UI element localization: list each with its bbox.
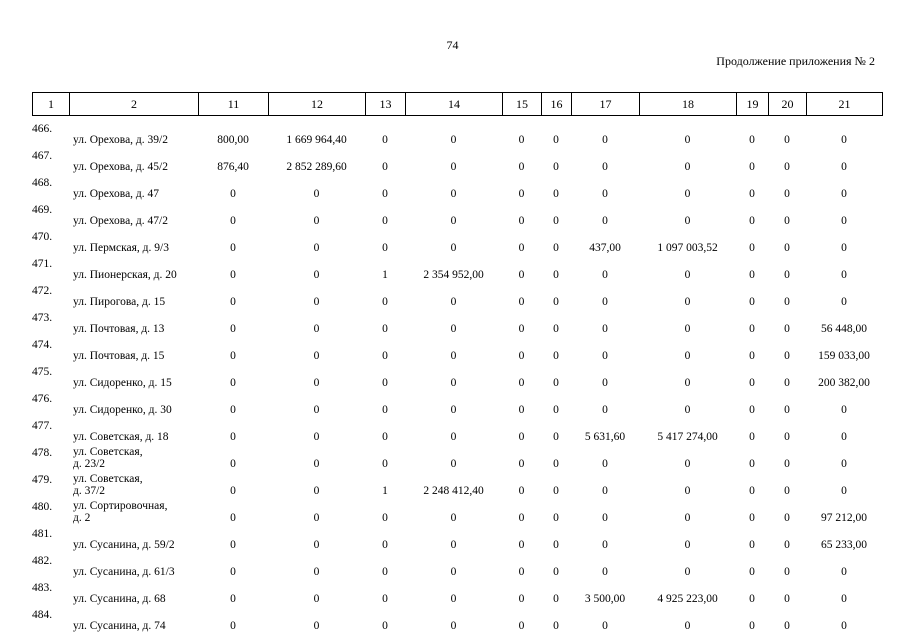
value-cell-col-18: 0	[684, 377, 691, 389]
value-cell-col-19: 0	[749, 539, 755, 551]
value-cell-col-15: 0	[518, 242, 525, 254]
table-row	[32, 364, 882, 391]
table-row	[32, 121, 882, 148]
address-cell: ул. Пирогова, д. 15	[73, 296, 166, 308]
value-cell-col-16: 0	[553, 323, 559, 335]
value-cell-col-17: 0	[602, 458, 608, 470]
value-cell-col-17: 0	[602, 161, 608, 173]
value-cell-col-14: 0	[450, 215, 457, 227]
value-cell-col-13: 0	[382, 134, 388, 146]
value-cell-col-21: 0	[841, 404, 847, 416]
table-row	[32, 607, 882, 634]
value-cell-col-16: 0	[553, 161, 559, 173]
value-cell-col-15: 0	[518, 134, 525, 146]
value-cell-col-16: 0	[553, 458, 559, 470]
value-cell-col-21: 0	[841, 269, 847, 281]
value-cell-col-19: 0	[749, 134, 755, 146]
table-row	[32, 148, 882, 175]
value-cell-col-14: 0	[450, 539, 457, 551]
column-header-14: 14	[406, 93, 503, 116]
row-number: 466.	[32, 123, 53, 135]
value-cell-col-15: 0	[518, 539, 525, 551]
value-cell-col-15: 0	[518, 431, 525, 443]
value-cell-col-14: 0	[450, 458, 457, 470]
row-number: 474.	[32, 339, 53, 351]
column-header-1: 1	[33, 93, 70, 116]
value-cell-col-14: 0	[450, 404, 457, 416]
table-row	[32, 499, 882, 526]
address-cell: ул. Сусанина, д. 74	[73, 620, 166, 632]
column-header-18: 18	[640, 93, 737, 116]
value-cell-col-16: 0	[553, 350, 559, 362]
value-cell-col-21: 56 448,00	[821, 323, 867, 335]
table-row	[32, 310, 882, 337]
address-cell: ул. Орехова, д. 47	[73, 188, 160, 200]
value-cell-col-16: 0	[553, 134, 559, 146]
row-number: 477.	[32, 420, 53, 432]
value-cell-col-14: 2 354 952,00	[423, 269, 484, 281]
value-cell-col-11: 800,00	[217, 134, 249, 146]
value-cell-col-20: 0	[784, 377, 790, 389]
value-cell-col-21: 0	[841, 620, 847, 632]
value-cell-col-15: 0	[518, 377, 525, 389]
value-cell-col-19: 0	[749, 188, 755, 200]
value-cell-col-12: 2 852 289,60	[286, 161, 347, 173]
value-cell-col-19: 0	[749, 566, 755, 578]
value-cell-col-19: 0	[749, 458, 755, 470]
value-cell-col-17: 0	[602, 188, 608, 200]
value-cell-col-11: 0	[230, 269, 236, 281]
value-cell-col-16: 0	[553, 566, 559, 578]
value-cell-col-18: 0	[684, 134, 691, 146]
value-cell-col-19: 0	[749, 377, 755, 389]
value-cell-col-12: 1 669 964,40	[286, 134, 347, 146]
address-cell: ул. Советская, д. 23/2	[73, 446, 143, 470]
address-cell: ул. Сусанина, д. 61/3	[73, 566, 175, 578]
row-number: 468.	[32, 177, 53, 189]
value-cell-col-20: 0	[784, 539, 790, 551]
value-cell-col-17: 0	[602, 485, 608, 497]
column-header-16: 16	[542, 93, 572, 116]
value-cell-col-17: 0	[602, 215, 608, 227]
address-cell: ул. Советская, д. 18	[73, 431, 169, 443]
value-cell-col-13: 0	[382, 593, 388, 605]
value-cell-col-15: 0	[518, 404, 525, 416]
value-cell-col-12: 0	[313, 350, 320, 362]
value-cell-col-16: 0	[553, 539, 559, 551]
value-cell-col-16: 0	[553, 188, 559, 200]
data-table	[32, 121, 882, 634]
value-cell-col-18: 0	[684, 350, 691, 362]
value-cell-col-16: 0	[553, 404, 559, 416]
value-cell-col-18: 0	[684, 485, 691, 497]
page-number: 74	[446, 38, 459, 52]
value-cell-col-16: 0	[553, 485, 559, 497]
row-number: 471.	[32, 258, 53, 270]
value-cell-col-17: 0	[602, 269, 608, 281]
value-cell-col-14: 0	[450, 188, 457, 200]
row-number: 475.	[32, 366, 53, 378]
value-cell-col-12: 0	[313, 296, 320, 308]
value-cell-col-11: 0	[230, 323, 236, 335]
value-cell-col-18: 0	[684, 188, 691, 200]
table-row	[32, 526, 882, 553]
value-cell-col-13: 1	[382, 269, 388, 281]
value-cell-col-19: 0	[749, 431, 755, 443]
column-header-2: 2	[70, 93, 199, 116]
table-row	[32, 229, 882, 256]
value-cell-col-18: 0	[684, 296, 691, 308]
value-cell-col-18: 0	[684, 566, 691, 578]
address-cell: ул. Сидоренко, д. 30	[73, 404, 172, 416]
value-cell-col-13: 0	[382, 215, 388, 227]
value-cell-col-20: 0	[784, 566, 790, 578]
value-cell-col-12: 0	[313, 485, 320, 497]
value-cell-col-20: 0	[784, 431, 790, 443]
value-cell-col-13: 0	[382, 539, 388, 551]
value-cell-col-21: 0	[841, 566, 847, 578]
value-cell-col-13: 0	[382, 566, 388, 578]
value-cell-col-16: 0	[553, 431, 559, 443]
address-cell: ул. Советская, д. 37/2	[73, 473, 143, 497]
value-cell-col-13: 0	[382, 620, 388, 632]
value-cell-col-16: 0	[553, 620, 559, 632]
value-cell-col-19: 0	[749, 350, 755, 362]
value-cell-col-18: 0	[684, 512, 691, 524]
value-cell-col-17: 437,00	[589, 242, 621, 254]
value-cell-col-12: 0	[313, 242, 320, 254]
value-cell-col-13: 0	[382, 512, 388, 524]
value-cell-col-14: 0	[450, 242, 457, 254]
value-cell-col-21: 0	[841, 134, 847, 146]
value-cell-col-21: 0	[841, 161, 847, 173]
value-cell-col-14: 0	[450, 620, 457, 632]
value-cell-col-14: 0	[450, 512, 457, 524]
value-cell-col-15: 0	[518, 593, 525, 605]
value-cell-col-15: 0	[518, 458, 525, 470]
value-cell-col-20: 0	[784, 188, 790, 200]
value-cell-col-11: 0	[230, 458, 236, 470]
table-row	[32, 580, 882, 607]
row-number: 473.	[32, 312, 53, 324]
value-cell-col-19: 0	[749, 593, 755, 605]
value-cell-col-15: 0	[518, 215, 525, 227]
value-cell-col-12: 0	[313, 404, 320, 416]
value-cell-col-14: 0	[450, 161, 457, 173]
value-cell-col-18: 1 097 003,52	[657, 242, 718, 254]
value-cell-col-14: 0	[450, 593, 457, 605]
value-cell-col-13: 0	[382, 161, 388, 173]
value-cell-col-17: 0	[602, 512, 608, 524]
value-cell-col-21: 0	[841, 188, 847, 200]
value-cell-col-21: 0	[841, 593, 847, 605]
value-cell-col-12: 0	[313, 323, 320, 335]
value-cell-col-17: 0	[602, 323, 608, 335]
value-cell-col-18: 0	[684, 269, 691, 281]
value-cell-col-12: 0	[313, 431, 320, 443]
value-cell-col-16: 0	[553, 269, 559, 281]
value-cell-col-18: 0	[684, 323, 691, 335]
table-row	[32, 418, 882, 445]
row-number: 484.	[32, 609, 53, 621]
value-cell-col-12: 0	[313, 269, 320, 281]
row-number: 470.	[32, 231, 53, 243]
value-cell-col-11: 0	[230, 242, 236, 254]
value-cell-col-13: 1	[382, 485, 388, 497]
value-cell-col-20: 0	[784, 458, 790, 470]
row-number: 476.	[32, 393, 53, 405]
value-cell-col-13: 0	[382, 404, 388, 416]
value-cell-col-19: 0	[749, 215, 755, 227]
value-cell-col-18: 0	[684, 161, 691, 173]
column-header-21: 21	[807, 93, 883, 116]
value-cell-col-20: 0	[784, 134, 790, 146]
value-cell-col-17: 0	[602, 404, 608, 416]
value-cell-col-18: 0	[684, 215, 691, 227]
row-number: 482.	[32, 555, 53, 567]
value-cell-col-12: 0	[313, 512, 320, 524]
value-cell-col-19: 0	[749, 269, 755, 281]
table-row	[32, 337, 882, 364]
value-cell-col-11: 0	[230, 512, 236, 524]
value-cell-col-20: 0	[784, 620, 790, 632]
value-cell-col-11: 0	[230, 485, 236, 497]
address-cell: ул. Пермская, д. 9/3	[73, 242, 169, 254]
value-cell-col-11: 0	[230, 620, 236, 632]
column-header-15: 15	[503, 93, 542, 116]
column-header-19: 19	[737, 93, 769, 116]
value-cell-col-21: 0	[841, 458, 847, 470]
value-cell-col-19: 0	[749, 404, 755, 416]
value-cell-col-18: 0	[684, 539, 691, 551]
value-cell-col-16: 0	[553, 242, 559, 254]
row-number: 467.	[32, 150, 53, 162]
column-header-13: 13	[366, 93, 406, 116]
value-cell-col-19: 0	[749, 296, 755, 308]
value-cell-col-18: 0	[684, 404, 691, 416]
continuation-title: Продолжение приложения № 2	[716, 54, 875, 68]
value-cell-col-11: 0	[230, 215, 236, 227]
value-cell-col-13: 0	[382, 242, 388, 254]
row-number: 480.	[32, 501, 53, 513]
address-cell: ул. Почтовая, д. 15	[73, 350, 165, 362]
row-number: 483.	[32, 582, 53, 594]
address-cell: ул. Орехова, д. 45/2	[73, 161, 168, 173]
address-cell: ул. Сусанина, д. 68	[73, 593, 166, 605]
value-cell-col-15: 0	[518, 269, 525, 281]
value-cell-col-21: 97 212,00	[821, 512, 867, 524]
column-header-20: 20	[769, 93, 807, 116]
address-cell: ул. Орехова, д. 47/2	[73, 215, 168, 227]
value-cell-col-14: 0	[450, 350, 457, 362]
value-cell-col-14: 0	[450, 323, 457, 335]
value-cell-col-15: 0	[518, 350, 525, 362]
column-header-12: 12	[269, 93, 366, 116]
value-cell-col-20: 0	[784, 215, 790, 227]
value-cell-col-11: 0	[230, 404, 236, 416]
value-cell-col-17: 0	[602, 620, 608, 632]
value-cell-col-14: 0	[450, 134, 457, 146]
value-cell-col-21: 0	[841, 296, 847, 308]
table-row	[32, 391, 882, 418]
value-cell-col-16: 0	[553, 215, 559, 227]
value-cell-col-18: 5 417 274,00	[657, 431, 718, 443]
value-cell-col-16: 0	[553, 512, 559, 524]
value-cell-col-15: 0	[518, 485, 525, 497]
value-cell-col-19: 0	[749, 485, 755, 497]
address-cell: ул. Орехова, д. 39/2	[73, 134, 168, 146]
address-cell: ул. Сусанина, д. 59/2	[73, 539, 175, 551]
value-cell-col-14: 0	[450, 566, 457, 578]
value-cell-col-21: 0	[841, 215, 847, 227]
value-cell-col-16: 0	[553, 377, 559, 389]
value-cell-col-21: 0	[841, 431, 847, 443]
row-number: 478.	[32, 447, 53, 459]
value-cell-col-17: 0	[602, 350, 608, 362]
value-cell-col-14: 0	[450, 431, 457, 443]
value-cell-col-18: 0	[684, 620, 691, 632]
value-cell-col-11: 0	[230, 566, 236, 578]
table-row	[32, 445, 882, 472]
value-cell-col-20: 0	[784, 350, 790, 362]
table-row	[32, 472, 882, 499]
address-cell: ул. Почтовая, д. 13	[73, 323, 165, 335]
column-number-header	[32, 92, 883, 116]
value-cell-col-20: 0	[784, 161, 790, 173]
value-cell-col-15: 0	[518, 620, 525, 632]
value-cell-col-12: 0	[313, 620, 320, 632]
value-cell-col-19: 0	[749, 323, 755, 335]
value-cell-col-15: 0	[518, 512, 525, 524]
value-cell-col-11: 876,40	[217, 161, 249, 173]
value-cell-col-13: 0	[382, 188, 388, 200]
value-cell-col-14: 2 248 412,40	[423, 485, 484, 497]
value-cell-col-17: 0	[602, 566, 608, 578]
value-cell-col-21: 0	[841, 242, 847, 254]
value-cell-col-13: 0	[382, 296, 388, 308]
value-cell-col-20: 0	[784, 323, 790, 335]
row-number: 469.	[32, 204, 53, 216]
value-cell-col-13: 0	[382, 377, 388, 389]
value-cell-col-18: 4 925 223,00	[657, 593, 718, 605]
value-cell-col-12: 0	[313, 539, 320, 551]
value-cell-col-11: 0	[230, 539, 236, 551]
value-cell-col-17: 0	[602, 296, 608, 308]
column-header-17: 17	[572, 93, 640, 116]
value-cell-col-12: 0	[313, 215, 320, 227]
value-cell-col-20: 0	[784, 593, 790, 605]
value-cell-col-21: 159 033,00	[818, 350, 870, 362]
value-cell-col-20: 0	[784, 512, 790, 524]
value-cell-col-13: 0	[382, 458, 388, 470]
value-cell-col-20: 0	[784, 485, 790, 497]
row-number: 479.	[32, 474, 53, 486]
value-cell-col-14: 0	[450, 296, 457, 308]
row-number: 481.	[32, 528, 53, 540]
value-cell-col-14: 0	[450, 377, 457, 389]
value-cell-col-17: 3 500,00	[584, 593, 626, 605]
value-cell-col-19: 0	[749, 161, 755, 173]
address-cell: ул. Сортировочная, д. 2	[73, 500, 168, 524]
value-cell-col-11: 0	[230, 377, 236, 389]
table-row	[32, 553, 882, 580]
value-cell-col-16: 0	[553, 296, 559, 308]
value-cell-col-20: 0	[784, 404, 790, 416]
value-cell-col-11: 0	[230, 350, 236, 362]
value-cell-col-12: 0	[313, 593, 320, 605]
address-cell: ул. Сидоренко, д. 15	[73, 377, 172, 389]
address-cell: ул. Пионерская, д. 20	[73, 269, 177, 281]
value-cell-col-11: 0	[230, 431, 236, 443]
value-cell-col-13: 0	[382, 431, 388, 443]
value-cell-col-12: 0	[313, 458, 320, 470]
value-cell-col-16: 0	[553, 593, 559, 605]
value-cell-col-17: 5 631,60	[584, 431, 626, 443]
value-cell-col-19: 0	[749, 512, 755, 524]
value-cell-col-19: 0	[749, 242, 755, 254]
value-cell-col-20: 0	[784, 242, 790, 254]
row-number: 472.	[32, 285, 53, 297]
value-cell-col-15: 0	[518, 161, 525, 173]
value-cell-col-21: 65 233,00	[821, 539, 867, 551]
value-cell-col-12: 0	[313, 377, 320, 389]
value-cell-col-13: 0	[382, 350, 388, 362]
value-cell-col-17: 0	[602, 134, 608, 146]
value-cell-col-11: 0	[230, 296, 236, 308]
value-cell-col-15: 0	[518, 296, 525, 308]
value-cell-col-12: 0	[313, 188, 320, 200]
value-cell-col-13: 0	[382, 323, 388, 335]
value-cell-col-11: 0	[230, 188, 236, 200]
value-cell-col-15: 0	[518, 566, 525, 578]
value-cell-col-20: 0	[784, 296, 790, 308]
column-header-11: 11	[199, 93, 269, 116]
table-row	[32, 175, 882, 202]
value-cell-col-21: 0	[841, 485, 847, 497]
table-row	[32, 202, 882, 229]
value-cell-col-12: 0	[313, 566, 320, 578]
value-cell-col-18: 0	[684, 458, 691, 470]
value-cell-col-20: 0	[784, 269, 790, 281]
value-cell-col-19: 0	[749, 620, 755, 632]
value-cell-col-21: 200 382,00	[818, 377, 870, 389]
value-cell-col-17: 0	[602, 539, 608, 551]
value-cell-col-15: 0	[518, 188, 525, 200]
value-cell-col-15: 0	[518, 323, 525, 335]
value-cell-col-11: 0	[230, 593, 236, 605]
value-cell-col-17: 0	[602, 377, 608, 389]
table-row	[32, 283, 882, 310]
table-row	[32, 256, 882, 283]
